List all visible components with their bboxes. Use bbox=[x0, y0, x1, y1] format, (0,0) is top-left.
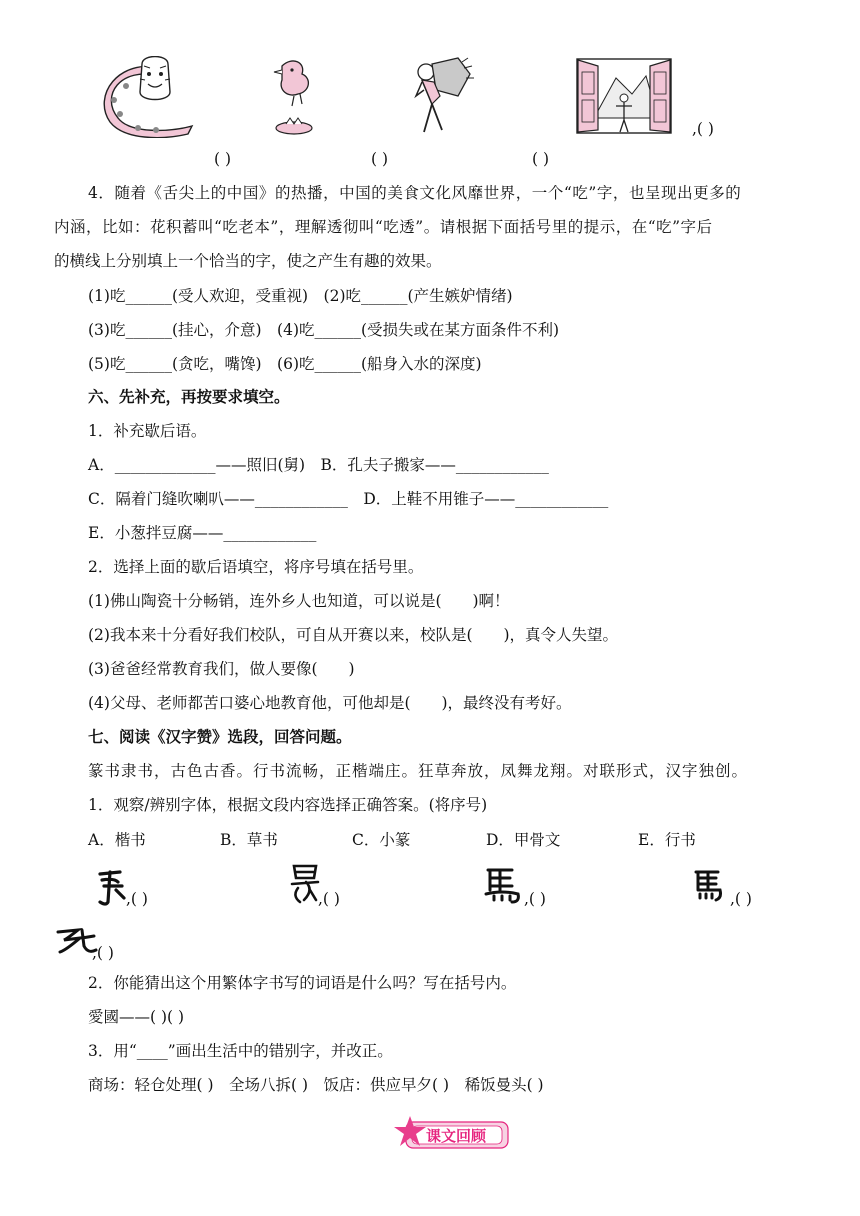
option-b: B．草书 bbox=[220, 831, 278, 849]
sec6-q1-title: 1．补充歇后语。 bbox=[88, 422, 207, 440]
section-6-heading: 六、先补充，再按要求填空。 bbox=[88, 388, 290, 406]
sec7-q1-title: 1．观察/辨别字体，根据文段内容选择正确答案。(将序号) bbox=[88, 796, 488, 814]
sec6-q2-title: 2．选择上面的歇后语填空，将序号填在括号里。 bbox=[88, 558, 424, 576]
window-view-illustration bbox=[576, 58, 672, 134]
option-e: E．行书 bbox=[638, 831, 696, 849]
glyph-2-answer-paren[interactable]: ,( ) bbox=[318, 890, 340, 908]
calligraphy-glyph-3-image bbox=[482, 864, 524, 906]
calligraphy-glyph-1-image bbox=[94, 868, 128, 908]
person-carrying-bag-illustration bbox=[402, 56, 476, 138]
glyph-3-answer-paren[interactable]: ,( ) bbox=[524, 890, 546, 908]
section-7-heading: 七、阅读《汉字赞》选段，回答问题。 bbox=[88, 728, 352, 746]
option-d: D．甲骨文 bbox=[486, 831, 561, 849]
glyph-4-answer-paren[interactable]: ,( ) bbox=[730, 890, 752, 908]
lesson-review-label: 课文回顾 bbox=[426, 1127, 487, 1145]
sec6-option-e[interactable]: E．小葱拌豆腐——____________ bbox=[88, 524, 317, 542]
q4-row-2[interactable]: (3)吃______(挂心，介意) (4)吃______(受损失或在某方面条件不利) bbox=[88, 321, 560, 339]
sec6-sentence-1[interactable]: (1)佛山陶瓷十分畅销，连外乡人也知道，可以说是( )啊！ bbox=[88, 592, 510, 610]
calligraphy-glyph-4-image bbox=[690, 868, 726, 904]
q4-intro-line3: 的横线上分别填上一个恰当的字，使之产生有趣的效果。 bbox=[54, 252, 442, 270]
option-c: C．小篆 bbox=[352, 831, 411, 849]
lesson-review-badge bbox=[392, 1116, 510, 1152]
sec6-option-a-b[interactable]: A．_____________——照旧(舅) B．孔夫子搬家——____________ bbox=[88, 456, 549, 474]
q4-row-1[interactable]: (1)吃______(受人欢迎，受重视) (2)吃______(产生嫉妒情绪) bbox=[88, 287, 513, 305]
picture-3-answer-paren[interactable]: ( ) bbox=[532, 150, 550, 168]
sec6-sentence-2[interactable]: (2)我本来十分看好我们校队，可自从开赛以来，校队是( )，真令人失望。 bbox=[88, 626, 619, 644]
glyph-5-answer-paren[interactable]: ,( ) bbox=[92, 944, 114, 962]
sec7-q2-title: 2．你能猜出这个用繁体字书写的词语是什么吗？写在括号内。 bbox=[88, 974, 517, 992]
q4-row-3[interactable]: (5)吃______(贪吃，嘴馋) (6)吃______(船身入水的深度) bbox=[88, 355, 482, 373]
chick-hatching-illustration bbox=[262, 56, 322, 138]
option-a: A．楷书 bbox=[88, 831, 146, 849]
sec6-option-c-d[interactable]: C．隔着门缝吹喇叭——____________ D．上鞋不用锥子——____________ bbox=[88, 490, 609, 508]
snake-tiger-illustration bbox=[100, 56, 200, 138]
calligraphy-glyph-2-image bbox=[288, 860, 322, 906]
picture-4-answer-paren[interactable]: ,( ) bbox=[692, 120, 714, 138]
sec6-sentence-4[interactable]: (4)父母、老师都苦口婆心地教育他，可他却是( )，最终没有考好。 bbox=[88, 694, 572, 712]
sec7-passage: 篆书隶书，古色古香。行书流畅，正楷端庄。狂草奔放，凤舞龙翔。对联形式，汉字独创。 bbox=[88, 762, 749, 780]
sec7-aiguo-answer[interactable]: 愛國——( )( ) bbox=[88, 1008, 185, 1026]
picture-2-answer-paren[interactable]: ( ) bbox=[371, 150, 389, 168]
sec7-typo-examples[interactable]: 商场：轻仓处理( ) 全场八拆( ) 饭店：供应早夕( ) 稀饭曼头( ) bbox=[88, 1076, 544, 1094]
q4-intro-line2: 内涵，比如：花积蓄叫“吃老本”，理解透彻叫“吃透”。请根据下面括号里的提示，在“吃”字后 bbox=[54, 218, 713, 236]
q4-intro-line1: 4．随着《舌尖上的中国》的热播，中国的美食文化风靡世界，一个“吃”字，也呈现出更多的 bbox=[88, 184, 742, 202]
sec6-sentence-3[interactable]: (3)爸爸经常教育我们，做人要像( ) bbox=[88, 660, 355, 678]
glyph-1-answer-paren[interactable]: ,( ) bbox=[126, 890, 148, 908]
picture-1-answer-paren[interactable]: ( ) bbox=[214, 150, 232, 168]
sec7-q3-title: 3．用“____”画出生活中的错别字，并改正。 bbox=[88, 1042, 393, 1060]
